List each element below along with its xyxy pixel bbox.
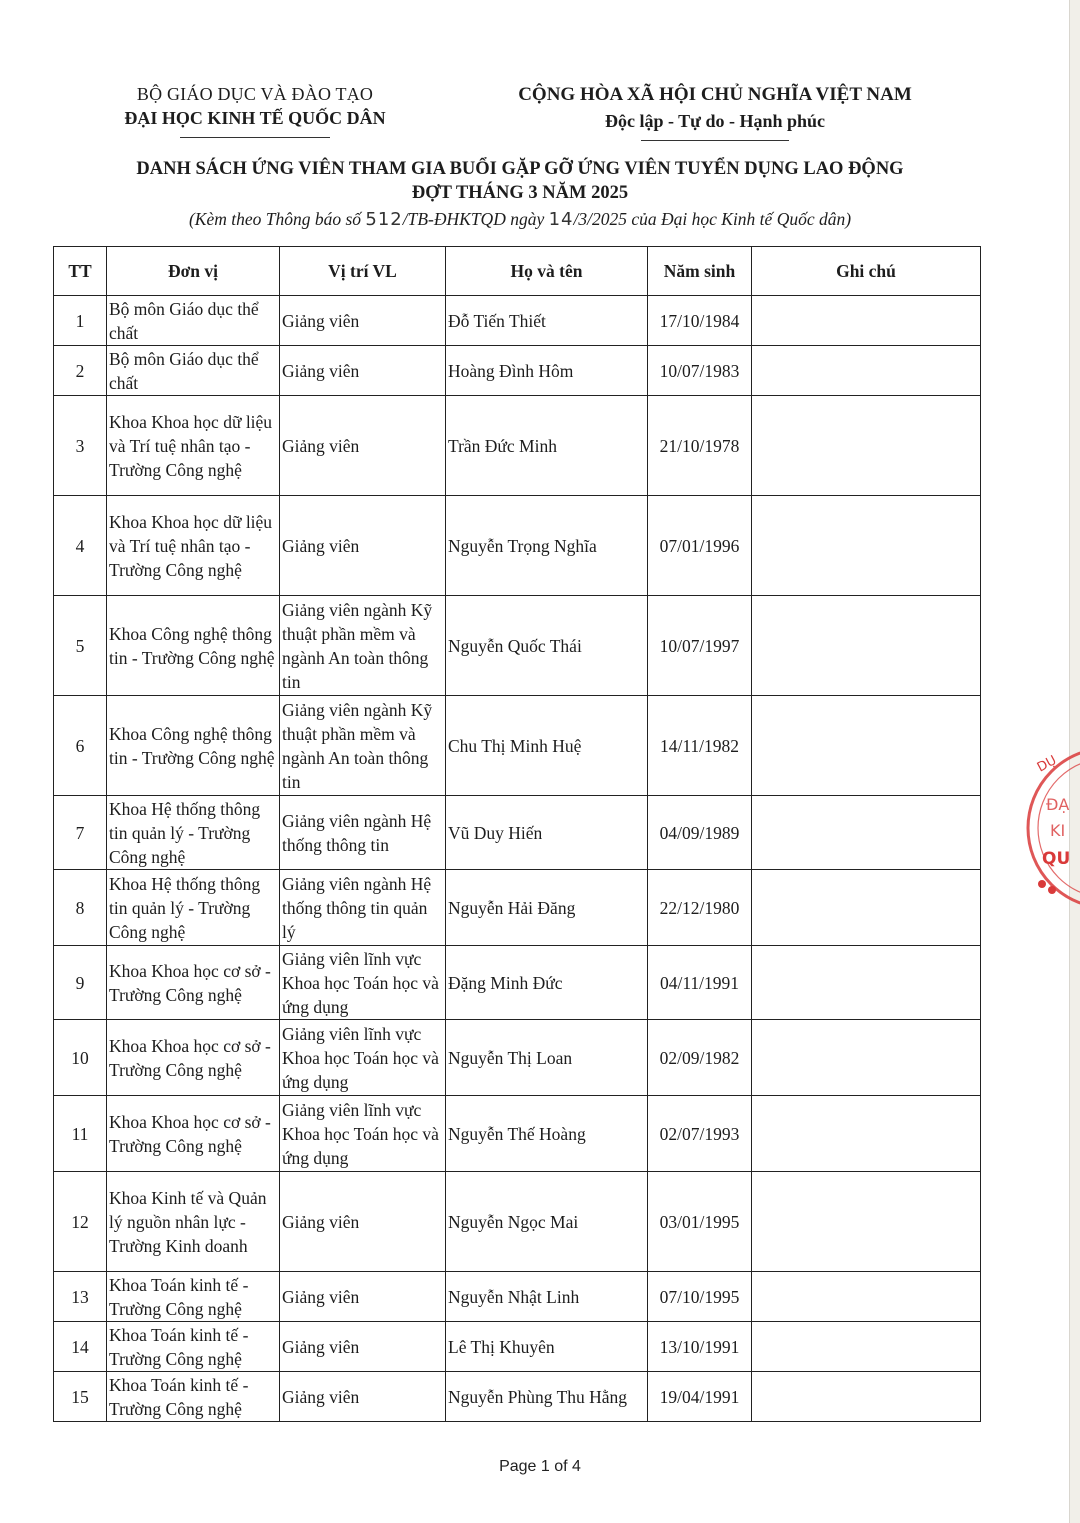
birth-date-cell: 02/09/1982 [648,1020,752,1096]
table-row [54,1322,981,1372]
notice-day: 14 [548,209,574,230]
subtitle-suffix: /3/2025 của Đại học Kinh tế Quốc dân) [573,209,852,229]
table-row [54,796,981,870]
document-title [60,157,980,205]
table-row [54,296,981,346]
row-number: 11 [54,1096,107,1172]
note-cell [752,396,981,496]
national-motto [500,82,930,141]
note-cell [752,1096,981,1172]
birth-date-cell: 10/07/1997 [648,596,752,696]
row-number: 6 [54,696,107,796]
column-header-unit: Đơn vị [107,247,280,296]
stamp-text-4: QU [1042,849,1071,869]
note-cell [752,696,981,796]
note-cell [752,1272,981,1322]
column-header-dob: Năm sinh [648,247,752,296]
candidate-name-cell: Nguyễn Ngọc Mai [446,1172,648,1272]
unit-cell: Khoa Khoa học cơ sở - Trường Công nghệ [107,946,280,1020]
birth-date-cell: 03/01/1995 [648,1172,752,1272]
position-cell: Giảng viên [280,1372,446,1422]
row-number: 12 [54,1172,107,1272]
candidates-table [53,246,981,1422]
row-number: 9 [54,946,107,1020]
note-cell [752,946,981,1020]
motto: Độc lập - Tự do - Hạnh phúc [604,111,826,131]
position-cell: Giảng viên ngành Hệ thống thông tin [280,796,446,870]
row-number: 15 [54,1372,107,1422]
birth-date-cell: 04/09/1989 [648,796,752,870]
candidate-name-cell: Nguyễn Hải Đăng [446,870,648,946]
birth-date-cell: 22/12/1980 [648,870,752,946]
table-row [54,1272,981,1322]
divider [641,140,789,141]
unit-cell: Khoa Khoa học dữ liệu và Trí tuệ nhân tạo - Trường Công nghệ [107,496,280,596]
row-number: 2 [54,346,107,396]
row-number: 13 [54,1272,107,1322]
candidate-name-cell: Nguyễn Thị Loan [446,1020,648,1096]
title-line-1: DANH SÁCH ỨNG VIÊN THAM GIA BUỔI GẶP GỠ ỨNG VIÊN TUYỂN DỤNG LAO ĐỘNG [136,159,904,179]
subtitle-prefix: (Kèm theo Thông báo số [188,209,366,229]
birth-date-cell: 10/07/1983 [648,346,752,396]
position-cell: Giảng viên ngành Kỹ thuật phần mềm và ngành An toàn thông tin [280,696,446,796]
candidate-name-cell: Đỗ Tiến Thiết [446,296,648,346]
birth-date-cell: 04/11/1991 [648,946,752,1020]
table-row [54,870,981,946]
note-cell [752,870,981,946]
row-number: 8 [54,870,107,946]
official-seal-stamp [1022,738,1080,918]
page-number: Page 1 of 4 [499,1458,581,1475]
unit-cell: Khoa Toán kinh tế - Trường Công nghệ [107,1322,280,1372]
column-header-name: Họ và tên [446,247,648,296]
notice-number: 512 [365,209,403,230]
position-cell: Giảng viên [280,346,446,396]
position-cell: Giảng viên [280,1172,446,1272]
position-cell: Giảng viên lĩnh vực Khoa học Toán học và ứng dụng [280,1096,446,1172]
birth-date-cell: 07/10/1995 [648,1272,752,1322]
unit-cell: Bộ môn Giáo dục thể chất [107,296,280,346]
note-cell [752,1372,981,1422]
birth-date-cell: 19/04/1991 [648,1372,752,1422]
row-number: 3 [54,396,107,496]
subtitle-mid: /TB-ĐHKTQD ngày [402,209,549,229]
issuing-authority [110,82,400,138]
candidate-name-cell: Hoàng Đình Hôm [446,346,648,396]
birth-date-cell: 14/11/1982 [648,696,752,796]
position-cell: Giảng viên ngành Hệ thống thông tin quản lý [280,870,446,946]
unit-cell: Khoa Kinh tế và Quản lý nguồn nhân lực - Trường Kinh doanh [107,1172,280,1272]
stamp-text-1: DỤ [1034,753,1060,776]
unit-cell: Khoa Khoa học cơ sở - Trường Công nghệ [107,1020,280,1096]
column-header-note: Ghi chú [752,247,981,296]
candidate-name-cell: Đặng Minh Đức [446,946,648,1020]
candidate-name-cell: Nguyễn Trọng Nghĩa [446,496,648,596]
candidate-name-cell: Vũ Duy Hiến [446,796,648,870]
university-name: ĐẠI HỌC KINH TẾ QUỐC DÂN [124,108,386,128]
candidate-name-cell: Nguyễn Quốc Thái [446,596,648,696]
table-row [54,496,981,596]
row-number: 10 [54,1020,107,1096]
birth-date-cell: 21/10/1978 [648,396,752,496]
document-subtitle [60,207,980,232]
unit-cell: Khoa Công nghệ thông tin - Trường Công nghệ [107,596,280,696]
birth-date-cell: 07/01/1996 [648,496,752,596]
divider [180,137,330,138]
position-cell: Giảng viên ngành Kỹ thuật phần mềm và ngành An toàn thông tin [280,596,446,696]
stamp-text-3: KI [1050,821,1066,840]
row-number: 7 [54,796,107,870]
candidate-name-cell: Nguyễn Nhật Linh [446,1272,648,1322]
position-cell: Giảng viên lĩnh vực Khoa học Toán học và ứng dụng [280,946,446,1020]
position-cell: Giảng viên lĩnh vực Khoa học Toán học và ứng dụng [280,1020,446,1096]
stamp-dot [1038,880,1046,888]
note-cell [752,1172,981,1272]
position-cell: Giảng viên [280,396,446,496]
stamp-dot [1048,886,1056,894]
table-row [54,946,981,1020]
note-cell [752,1322,981,1372]
unit-cell: Khoa Toán kinh tế - Trường Công nghệ [107,1372,280,1422]
title-line-2: ĐỢT THÁNG 3 NĂM 2025 [411,183,629,203]
birth-date-cell: 13/10/1991 [648,1322,752,1372]
table-row [54,1372,981,1422]
table-row [54,1096,981,1172]
column-header-position: Vị trí VL [280,247,446,296]
table-row [54,596,981,696]
position-cell: Giảng viên [280,296,446,346]
unit-cell: Khoa Hệ thống thông tin quản lý - Trường Công nghệ [107,796,280,870]
unit-cell: Khoa Khoa học cơ sở - Trường Công nghệ [107,1096,280,1172]
table-row [54,1020,981,1096]
row-number: 5 [54,596,107,696]
unit-cell: Khoa Hệ thống thông tin quản lý - Trường Công nghệ [107,870,280,946]
column-header-tt: TT [54,247,107,296]
table-row [54,396,981,496]
candidate-name-cell: Chu Thị Minh Huệ [446,696,648,796]
position-cell: Giảng viên [280,1272,446,1322]
table-row [54,696,981,796]
table-row [54,346,981,396]
stamp-text-2: ĐẠ [1046,795,1070,814]
country-name: CỘNG HÒA XÃ HỘI CHỦ NGHĨA VIỆT NAM [518,84,912,105]
position-cell: Giảng viên [280,1322,446,1372]
birth-date-cell: 17/10/1984 [648,296,752,346]
unit-cell: Khoa Toán kinh tế - Trường Công nghệ [107,1272,280,1322]
note-cell [752,796,981,870]
row-number: 1 [54,296,107,346]
unit-cell: Khoa Khoa học dữ liệu và Trí tuệ nhân tạo - Trường Công nghệ [107,396,280,496]
candidate-name-cell: Lê Thị Khuyên [446,1322,648,1372]
unit-cell: Bộ môn Giáo dục thể chất [107,346,280,396]
candidate-name-cell: Nguyễn Thế Hoàng [446,1096,648,1172]
note-cell [752,496,981,596]
birth-date-cell: 02/07/1993 [648,1096,752,1172]
table-header-row [54,247,981,296]
note-cell [752,1020,981,1096]
row-number: 14 [54,1322,107,1372]
note-cell [752,596,981,696]
candidate-name-cell: Nguyễn Phùng Thu Hằng [446,1372,648,1422]
row-number: 4 [54,496,107,596]
unit-cell: Khoa Công nghệ thông tin - Trường Công nghệ [107,696,280,796]
ministry-name: BỘ GIÁO DỤC VÀ ĐÀO TẠO [136,84,374,104]
note-cell [752,346,981,396]
position-cell: Giảng viên [280,496,446,596]
note-cell [752,296,981,346]
candidate-name-cell: Trần Đức Minh [446,396,648,496]
table-row [54,1172,981,1272]
